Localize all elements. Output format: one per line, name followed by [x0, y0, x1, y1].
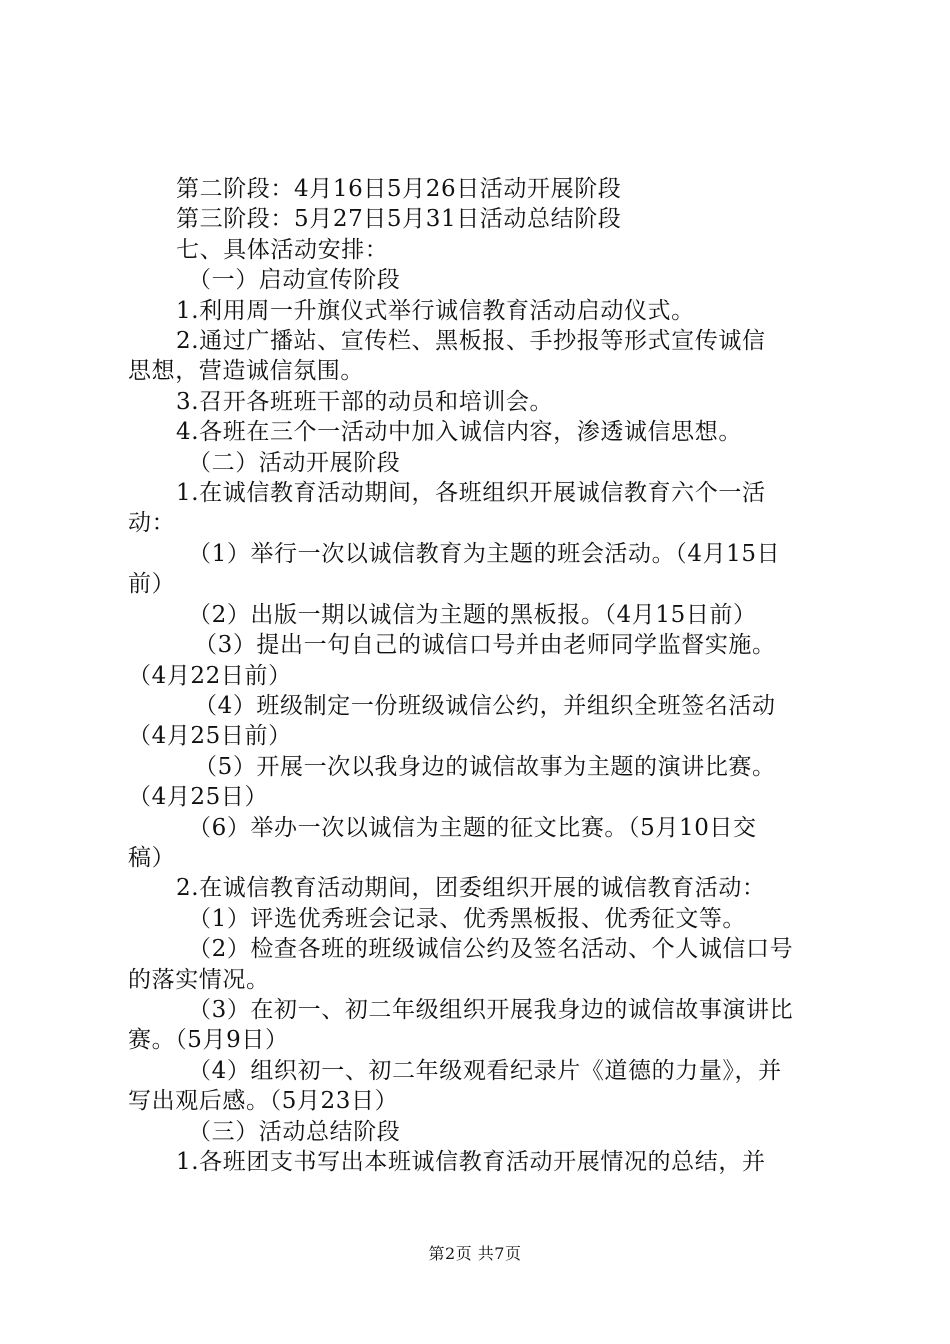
- text-line: 1.利用周一升旗仪式举行诚信教育活动启动仪式。: [176, 297, 695, 324]
- document-body: [128, 174, 833, 1177]
- text-line: （4月25日）: [128, 784, 269, 811]
- text-line: 1.在诚信教育活动期间，各班组织开展诚信教育六个一活: [176, 480, 766, 507]
- text-line: 2.通过广播站、宣传栏、黑板报、手抄报等形式宣传诚信: [176, 328, 766, 355]
- text-line: 第三阶段：5月27日5月31日活动总结阶段: [176, 206, 622, 233]
- text-line: （4）班级制定一份班级诚信公约，并组织全班签名活动: [194, 692, 776, 719]
- text-line: （3）提出一句自己的诚信口号并由老师同学监督实施。: [194, 632, 776, 659]
- text-line: 思想，营造诚信氛围。: [128, 358, 364, 385]
- text-line: （4月25日前）: [128, 723, 292, 750]
- text-line: （2）出版一期以诚信为主题的黑板报。（4月15日前）: [188, 601, 757, 628]
- text-line: 第二阶段：4月16日5月26日活动开展阶段: [176, 176, 622, 202]
- text-line: （4）组织初一、初二年级观看纪录片《道德的力量》，并: [188, 1057, 782, 1084]
- text-line: 七、具体活动安排：: [176, 236, 389, 263]
- page-footer: 第2页 共7页: [428, 1244, 522, 1263]
- text-line: 的落实情况。: [128, 966, 270, 993]
- text-line: （三）活动总结阶段: [188, 1118, 401, 1145]
- text-line: （5）开展一次以我身边的诚信故事为主题的演讲比赛。: [194, 753, 776, 780]
- text-line: 赛。（5月9日）: [128, 1027, 289, 1054]
- text-line: （3）在初一、初二年级组织开展我身边的诚信故事演讲比: [188, 996, 794, 1023]
- text-line: 前）: [128, 571, 176, 598]
- text-line: （二）活动开展阶段: [188, 449, 401, 476]
- text-line: （1）举行一次以诚信教育为主题的班会活动。（4月15日: [188, 540, 781, 567]
- text-line: 动：: [128, 510, 176, 537]
- text-line: （1）评选优秀班会记录、优秀黑板报、优秀征文等。: [188, 905, 747, 932]
- text-line: 1.各班团支书写出本班诚信教育活动开展情况的总结，并: [176, 1149, 766, 1175]
- text-line: 稿）: [128, 844, 176, 871]
- text-line: 2.在诚信教育活动期间，团委组织开展的诚信教育活动：: [176, 875, 766, 902]
- text-line: （一）启动宣传阶段: [188, 267, 401, 294]
- text-line: 4.各班在三个一活动中加入诚信内容，渗透诚信思想。: [176, 419, 742, 446]
- text-line: （6）举办一次以诚信为主题的征文比赛。（5月10日交: [188, 814, 757, 841]
- text-line: （2）检查各班的班级诚信公约及签名活动、个人诚信口号: [188, 936, 794, 963]
- text-line: 3.召开各班班干部的动员和培训会。: [176, 388, 554, 415]
- text-line: 写出观后感。（5月23日）: [128, 1088, 399, 1115]
- text-line: （4月22日前）: [128, 662, 292, 689]
